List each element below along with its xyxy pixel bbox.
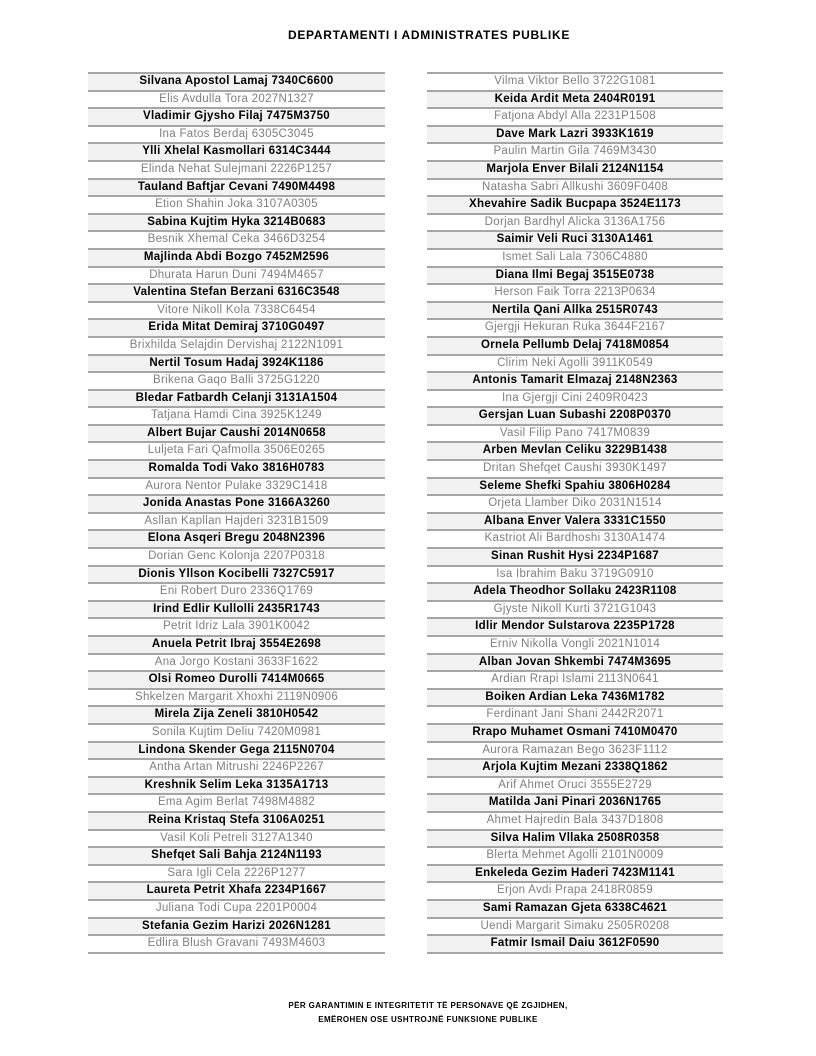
list-item: Ferdinant Jani Shani 2442R2071 [427, 705, 723, 723]
list-item: Tatjana Hamdi Cina 3925K1249 [88, 406, 385, 424]
list-item: Brikena Gaqo Balli 3725G1220 [88, 371, 385, 389]
list-item: Besnik Xhemal Ceka 3466D3254 [88, 230, 385, 248]
list-item: Luljeta Fari Qafmolla 3506E0265 [88, 441, 385, 459]
list-item: Erniv Nikolla Vongli 2021N1014 [427, 635, 723, 653]
list-item: Etion Shahin Joka 3107A0305 [88, 195, 385, 213]
list-item: Boiken Ardian Leka 7436M1782 [427, 688, 723, 706]
list-item: Fatjona Abdyl Alla 2231P1508 [427, 107, 723, 125]
list-item: Romalda Todi Vako 3816H0783 [88, 459, 385, 477]
list-item: Antonis Tamarit Elmazaj 2148N2363 [427, 371, 723, 389]
list-item: Tauland Baftjar Cevani 7490M4498 [88, 178, 385, 196]
list-item: Arif Ahmet Oruci 3555E2729 [427, 776, 723, 794]
list-item: Irind Edlir Kullolli 2435R1743 [88, 600, 385, 618]
footer-note [0, 999, 816, 1027]
list-item: Alban Jovan Shkembi 7474M3695 [427, 653, 723, 671]
list-item: Eni Robert Duro 2336Q1769 [88, 582, 385, 600]
list-item: Dave Mark Lazri 3933K1619 [427, 125, 723, 143]
list-item: Sabina Kujtim Hyka 3214B0683 [88, 213, 385, 231]
list-item: Orjeta Llamber Diko 2031N1514 [427, 494, 723, 512]
list-item: Vasil Filip Pano 7417M0839 [427, 424, 723, 442]
list-item: Diana Ilmi Begaj 3515E0738 [427, 266, 723, 284]
list-item: Elis Avdulla Tora 2027N1327 [88, 90, 385, 108]
list-item: Fatmir Ismail Daiu 3612F0590 [427, 934, 723, 952]
list-item: Silva Halim Vllaka 2508R0358 [427, 829, 723, 847]
list-item: Arjola Kujtim Mezani 2338Q1862 [427, 758, 723, 776]
list-item: Dorjan Bardhyl Alicka 3136A1756 [427, 213, 723, 231]
list-item: Mirela Zija Zeneli 3810H0542 [88, 705, 385, 723]
list-item: Dorian Genc Kolonja 2207P0318 [88, 547, 385, 565]
list-item: Rrapo Muhamet Osmani 7410M0470 [427, 723, 723, 741]
list-item: Laureta Petrit Xhafa 2234P1667 [88, 881, 385, 899]
list-item: Gjergji Hekuran Ruka 3644F2167 [427, 318, 723, 336]
list-item: Sonila Kujtim Deliu 7420M0981 [88, 723, 385, 741]
list-item: Stefania Gezim Harizi 2026N1281 [88, 917, 385, 935]
list-item: Dritan Shefqet Caushi 3930K1497 [427, 459, 723, 477]
list-item: Uendi Margarit Simaku 2505R0208 [427, 917, 723, 935]
list-item: Ahmet Hajredin Bala 3437D1808 [427, 811, 723, 829]
roster-left-column [88, 72, 385, 954]
list-item: Vasil Koli Petreli 3127A1340 [88, 829, 385, 847]
list-item: Isa Ibrahim Baku 3719G0910 [427, 565, 723, 583]
list-item: Erida Mitat Demiraj 3710G0497 [88, 318, 385, 336]
list-item: Marjola Enver Bilali 2124N1154 [427, 160, 723, 178]
list-item: Idlir Mendor Sulstarova 2235P1728 [427, 617, 723, 635]
list-item: Lindona Skender Gega 2115N0704 [88, 741, 385, 759]
list-item: Saimir Veli Ruci 3130A1461 [427, 230, 723, 248]
list-item: Brixhilda Selajdin Dervishaj 2122N1091 [88, 336, 385, 354]
list-item: Enkeleda Gezim Haderi 7423M1141 [427, 864, 723, 882]
list-item: Herson Faik Torra 2213P0634 [427, 283, 723, 301]
list-item: Olsi Romeo Durolli 7414M0665 [88, 670, 385, 688]
list-item: Jonida Anastas Pone 3166A3260 [88, 494, 385, 512]
list-item: Silvana Apostol Lamaj 7340C6600 [88, 72, 385, 90]
list-item: Xhevahire Sadik Bucpapa 3524E1173 [427, 195, 723, 213]
list-item: Gjyste Nikoll Kurti 3721G1043 [427, 600, 723, 618]
list-item: Natasha Sabri Allkushi 3609F0408 [427, 178, 723, 196]
list-item: Keida Ardit Meta 2404R0191 [427, 90, 723, 108]
list-item: Ina Gjergji Cini 2409R0423 [427, 389, 723, 407]
list-item: Seleme Shefki Spahiu 3806H0284 [427, 477, 723, 495]
list-item: Matilda Jani Pinari 2036N1765 [427, 793, 723, 811]
list-item: Nertil Tosum Hadaj 3924K1186 [88, 354, 385, 372]
list-item: Adela Theodhor Sollaku 2423R1108 [427, 582, 723, 600]
list-item: Ina Fatos Berdaj 6305C3045 [88, 125, 385, 143]
list-item: Anuela Petrit Ibraj 3554E2698 [88, 635, 385, 653]
list-item: Sami Ramazan Gjeta 6338C4621 [427, 899, 723, 917]
list-item: Valentina Stefan Berzani 6316C3548 [88, 283, 385, 301]
list-item: Vilma Viktor Bello 3722G1081 [427, 72, 723, 90]
footer-line-2: EMËROHEN OSE USHTROJNË FUNKSIONE PUBLIKE [318, 1015, 538, 1024]
list-item: Sara Igli Cela 2226P1277 [88, 864, 385, 882]
list-item: Elona Asqeri Bregu 2048N2396 [88, 529, 385, 547]
list-item: Vladimir Gjysho Filaj 7475M3750 [88, 107, 385, 125]
list-item: Juliana Todi Cupa 2201P0004 [88, 899, 385, 917]
page-title: DEPARTAMENTI I ADMINISTRATES PUBLIKE [287, 28, 571, 42]
list-item: Arben Mevlan Celiku 3229B1438 [427, 441, 723, 459]
list-item: Albert Bujar Caushi 2014N0658 [88, 424, 385, 442]
list-item: Ylli Xhelal Kasmollari 6314C3444 [88, 142, 385, 160]
list-item: Edlira Blush Gravani 7493M4603 [88, 934, 385, 952]
list-item: Aurora Nentor Pulake 3329C1418 [88, 477, 385, 495]
list-item: Shefqet Sali Bahja 2124N1193 [88, 846, 385, 864]
roster-right-column [427, 72, 723, 954]
list-item: Ismet Sali Lala 7306C4880 [427, 248, 723, 266]
list-item: Nertila Qani Allka 2515R0743 [427, 301, 723, 319]
footer-line-1: PËR GARANTIMIN E INTEGRITETIT TË PERSONAVE QË ZGJIDHEN, [288, 1001, 568, 1010]
list-item: Antha Artan Mitrushi 2246P2267 [88, 758, 385, 776]
list-item: Reina Kristaq Stefa 3106A0251 [88, 811, 385, 829]
list-item: Sinan Rushit Hysi 2234P1687 [427, 547, 723, 565]
list-item: Ornela Pellumb Delaj 7418M0854 [427, 336, 723, 354]
list-item: Gersjan Luan Subashi 2208P0370 [427, 406, 723, 424]
list-item: Dionis Yllson Kocibelli 7327C5917 [88, 565, 385, 583]
list-item: Bledar Fatbardh Celanji 3131A1504 [88, 389, 385, 407]
list-item: Kreshnik Selim Leka 3135A1713 [88, 776, 385, 794]
list-item: Ema Agim Berlat 7498M4882 [88, 793, 385, 811]
list-item: Ardian Rrapi Islami 2113N0641 [427, 670, 723, 688]
list-item: Albana Enver Valera 3331C1550 [427, 512, 723, 530]
list-item: Asllan Kapllan Hajderi 3231B1509 [88, 512, 385, 530]
list-item: Elinda Nehat Sulejmani 2226P1257 [88, 160, 385, 178]
list-item: Kastriot Ali Bardhoshi 3130A1474 [427, 529, 723, 547]
list-item: Blerta Mehmet Agolli 2101N0009 [427, 846, 723, 864]
list-item: Vitore Nikoll Kola 7338C6454 [88, 301, 385, 319]
list-item: Majlinda Abdi Bozgo 7452M2596 [88, 248, 385, 266]
list-item: Ana Jorgo Kostani 3633F1622 [88, 653, 385, 671]
list-item: Aurora Ramazan Bego 3623F1112 [427, 741, 723, 759]
list-item: Shkelzen Margarit Xhoxhi 2119N0906 [88, 688, 385, 706]
list-item: Petrit Idriz Lala 3901K0042 [88, 617, 385, 635]
list-item: Dhurata Harun Duni 7494M4657 [88, 266, 385, 284]
list-item: Clirim Neki Agolli 3911K0549 [427, 354, 723, 372]
list-item: Paulin Martin Gila 7469M3430 [427, 142, 723, 160]
list-item: Erjon Avdi Prapa 2418R0859 [427, 881, 723, 899]
